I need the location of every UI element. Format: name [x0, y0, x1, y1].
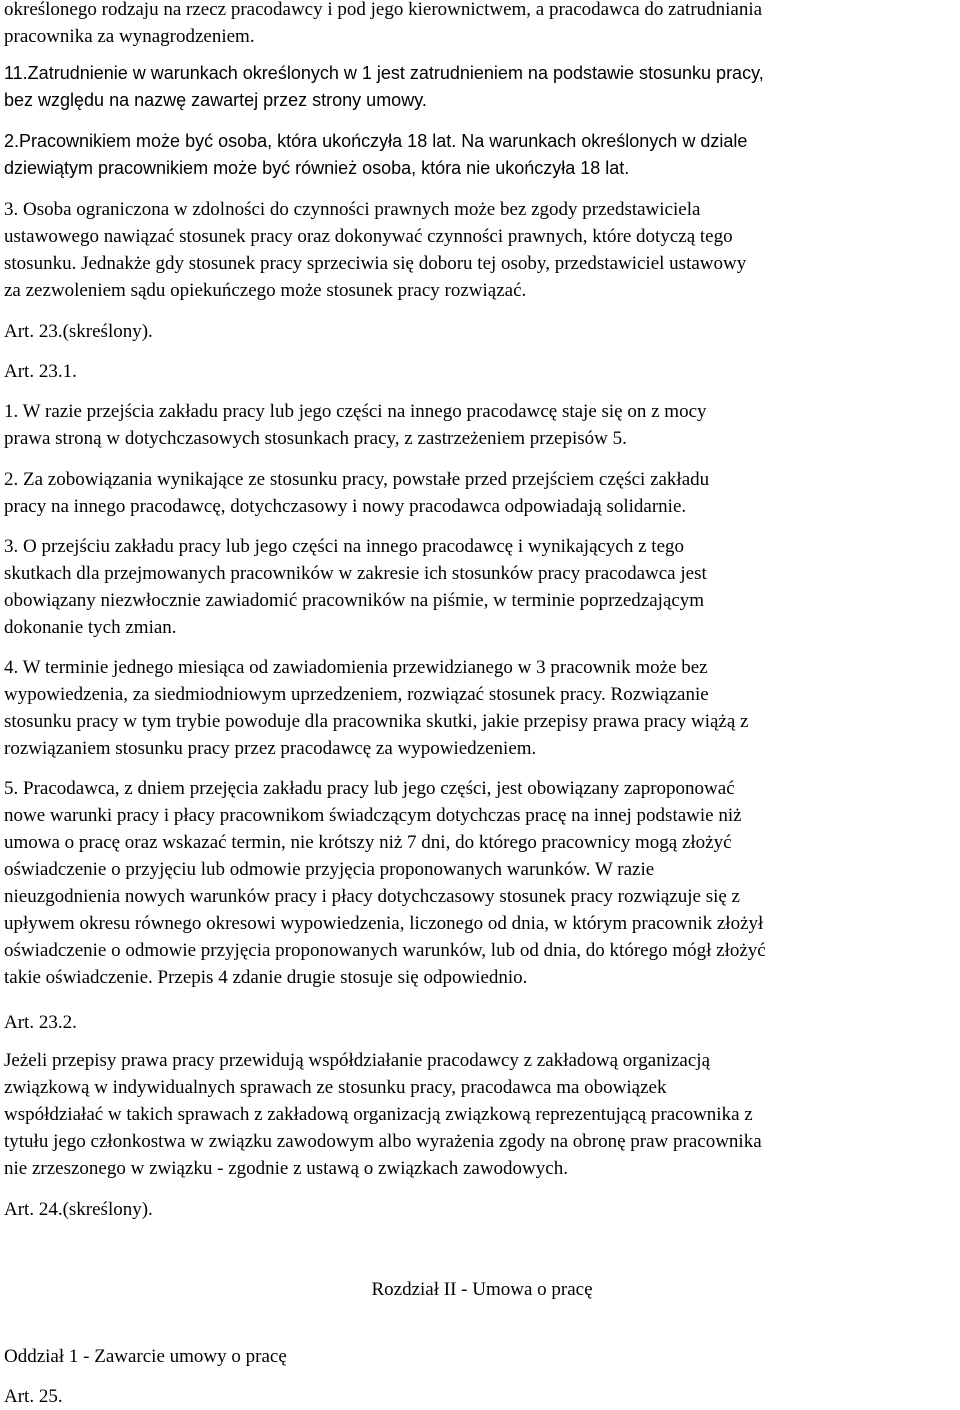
paragraph-art231-s3	[4, 533, 960, 641]
paragraph-art231-s2	[4, 466, 960, 520]
article-heading	[4, 1009, 960, 1036]
paragraph-art22-s2	[4, 128, 960, 182]
text-line: prawa stroną w dotychczasowych stosunkach pracy, z zastrzeżeniem przepisów 5.	[4, 428, 627, 449]
paragraph-art231-s4	[4, 654, 960, 762]
text-line: oświadczenie o przyjęciu lub odmowie przyjęcia proponowanych warunków. W razie	[4, 859, 655, 880]
paragraph-art232	[4, 1047, 960, 1182]
text-line: stosunku pracy w tym trybie powoduje dla pracownika skutki, jakie przepisy prawa pracy wiążą z	[4, 711, 749, 732]
text-line: związkową w indywidualnych sprawach ze stosunku pracy, pracodawca ma obowiązek	[4, 1077, 667, 1098]
text-line: Art. 24.(skreślony).	[4, 1199, 153, 1220]
paragraph-art22-s3	[4, 196, 960, 304]
text-line: Jeżeli przepisy prawa pracy przewidują współdziałanie pracodawcy z zakładową organizacją	[4, 1050, 710, 1071]
article-heading	[4, 358, 960, 385]
text-line: 4. W terminie jednego miesiąca od zawiadomienia przewidzianego w 3 pracownik może bez	[4, 657, 708, 678]
article-heading	[4, 318, 960, 345]
text-line: nie zrzeszonego w związku - zgodnie z ustawą o związkach zawodowych.	[4, 1158, 568, 1179]
paragraph-art22-s1-1	[4, 60, 960, 114]
text-line: Art. 23.2.	[4, 1012, 77, 1033]
text-line: umowa o pracę oraz wskazać termin, nie krótszy niż 7 dni, do którego pracownicy mogą złożyć	[4, 832, 732, 853]
paragraph-continuation	[4, 0, 960, 50]
text-line: pracownika za wynagrodzeniem.	[4, 26, 255, 47]
text-line: nowe warunki pracy i płacy pracownikom świadczącym dotychczas pracę na innej podstawie niż	[4, 805, 742, 826]
text-line: za zezwoleniem sądu opiekuńczego może stosunek pracy rozwiązać.	[4, 280, 527, 301]
text-line: 2.Pracownikiem może być osoba, która ukończyła 18 lat. Na warunkach określonych w dziale	[4, 131, 748, 151]
text-line: obowiązany niezwłocznie zawiadomić pracowników na piśmie, w terminie poprzedzającym	[4, 590, 705, 611]
text-line: wypowiedzenia, za siedmiodniowym uprzedzeniem, rozwiązać stosunek pracy. Rozwiązanie	[4, 684, 709, 705]
text-line: skutkach dla przejmowanych pracowników w zakresie ich stosunków pracy pracodawca jest	[4, 563, 707, 584]
text-line: dziewiątym pracownikiem może być również osoba, która nie ukończyła 18 lat.	[4, 158, 630, 178]
text-line: 3. O przejściu zakładu pracy lub jego części na innego pracodawcę i wynikających z tego	[4, 536, 685, 557]
text-line: dokonanie tych zmian.	[4, 617, 177, 638]
text-line: 3. Osoba ograniczona w zdolności do czynności prawnych może bez zgody przedstawiciela	[4, 199, 701, 220]
text-line: 5. Pracodawca, z dniem przejęcia zakładu pracy lub jego części, jest obowiązany zaproponować	[4, 778, 735, 799]
text-line: tytułu jego członkostwa w związku zawodowym albo wyrażenia zgody na obronę praw pracownika	[4, 1131, 762, 1152]
text-line: bez względu na nazwę zawartej przez strony umowy.	[4, 90, 427, 110]
text-line: 2. Za zobowiązania wynikające ze stosunku pracy, powstałe przed przejściem części zakładu	[4, 469, 710, 490]
text-line: rozwiązaniem stosunku pracy przez pracodawcę za wypowiedzeniem.	[4, 738, 537, 759]
text-line: współdziałać w takich sprawach z zakładową organizacją związkową reprezentującą pracownika z	[4, 1104, 753, 1125]
text-line: Art. 23.1.	[4, 361, 77, 382]
article-heading	[4, 1196, 960, 1223]
text-line: Art. 23.(skreślony).	[4, 321, 153, 342]
text-line: 11.Zatrudnienie w warunkach określonych w 1 jest zatrudnieniem na podstawie stosunku pracy,	[4, 63, 764, 83]
article-heading-last: Art. 25.	[4, 1386, 63, 1407]
paragraph-art231-s5	[4, 775, 960, 991]
text-line: takie oświadczenie. Przepis 4 zdanie drugie stosuje się odpowiednio.	[4, 967, 528, 988]
paragraph-art231-s1	[4, 398, 960, 452]
text-line: ustawowego nawiązać stosunek pracy oraz dokonywać czynności prawnych, które dotyczą tego	[4, 226, 733, 247]
text-line: nieuzgodnienia nowych warunków pracy i płacy dotychczasowy stosunek pracy rozwiązuje się z	[4, 886, 740, 907]
text-line: określonego rodzaju na rzecz pracodawcy i pod jego kierownictwem, a pracodawca do zatrudniania	[4, 0, 763, 20]
section-heading: Oddział 1 - Zawarcie umowy o pracę	[4, 1346, 287, 1367]
text-line: pracy na innego pracodawcę, dotychczasowy i nowy pracodawca odpowiadają solidarnie.	[4, 496, 687, 517]
text-line: stosunku. Jednakże gdy stosunek pracy sprzeciwia się doboru tej osoby, przedstawiciel ustawowy	[4, 253, 747, 274]
chapter-heading: Rozdział II - Umowa o pracę	[371, 1279, 593, 1300]
text-line: oświadczenie o odmowie przyjęcia proponowanych warunków, lub od dnia, do którego mógł złożyć	[4, 940, 766, 961]
text-line: upływem okresu równego okresowi wypowiedzenia, liczonego od dnia, w którym pracownik złożył	[4, 913, 764, 934]
text-line: 1. W razie przejścia zakładu pracy lub jego części na innego pracodawcę staje się on z mocy	[4, 401, 707, 422]
